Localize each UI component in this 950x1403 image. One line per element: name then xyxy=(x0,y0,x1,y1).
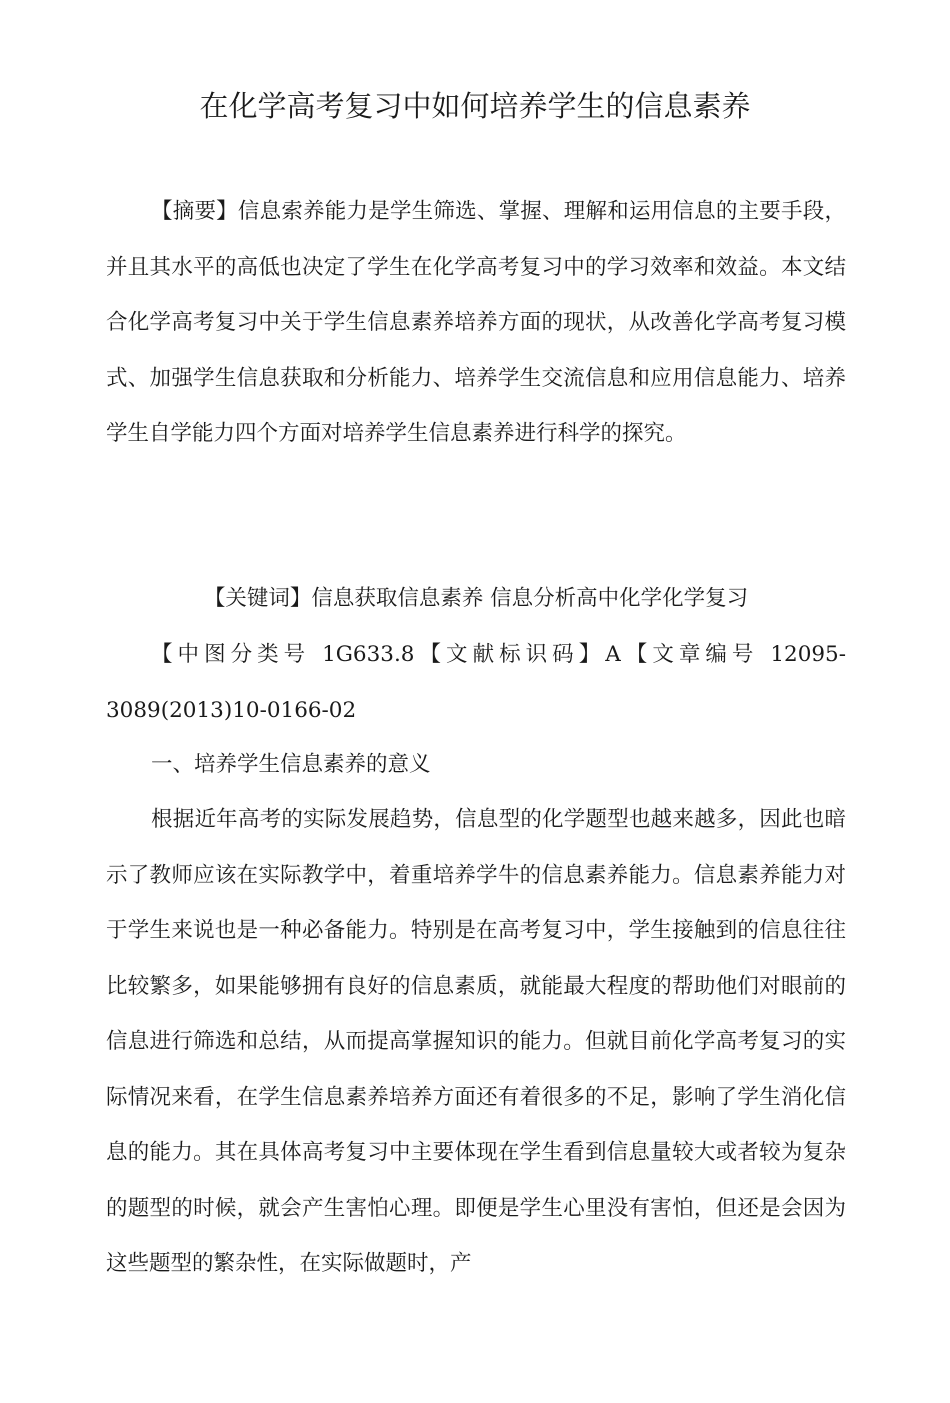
abstract-paragraph: 【摘要】信息索养能力是学生筛选、掌握、理解和运用信息的主要手段，并且其水平的高低也决定了学生在化学高考复习中的学习效率和效益。本文结合化学高考复习中关于学生信息素养培养方面的现状，从改善化学高考复习模式、加强学生信息获取和分析能力、培养学生交流信息和应用信息能力、培养学生自学能力四个方面对培养学生信息素养进行科学的探究。 xyxy=(106,199,846,446)
classification-line: 【中图分类号 1G633.8【文献标识码】A【文章编号 12095-3089(2013)10-0166-02 xyxy=(106,642,846,723)
keywords-line: 【关键词】信息获取信息素养 信息分析高中化学化学复习 xyxy=(203,586,749,611)
body-paragraph: 根据近年高考的实际发展趋势，信息型的化学题型也越来越多，因此也暗示了教师应该在实际教学中，着重培养学牛的信息素养能力。信息素养能力对于学生来说也是一种必备能力。特别是在高考复习中，学生接触到的信息往往比较繁多，如果能够拥有良好的信息素质，就能最大程度的帮助他们对眼前的信息进行筛选和总结，从而提高掌握知识的能力。但就目前化学高考复习的实际情况来看，在学生信息素养培养方面还有着很多的不足，影响了学生消化信息的能力。其在具体高考复习中主要体现在学生看到信息量较大或者较为复杂的题型的时候，就会产生害怕心理。即便是学生心里没有害怕，但还是会因为这些题型的繁杂性，在实际做题时，产 xyxy=(106,807,846,1276)
section-heading: 一、培养学生信息素养的意义 xyxy=(151,752,431,777)
document-title: 在化学高考复习中如何培养学生的信息素养 xyxy=(199,89,751,123)
